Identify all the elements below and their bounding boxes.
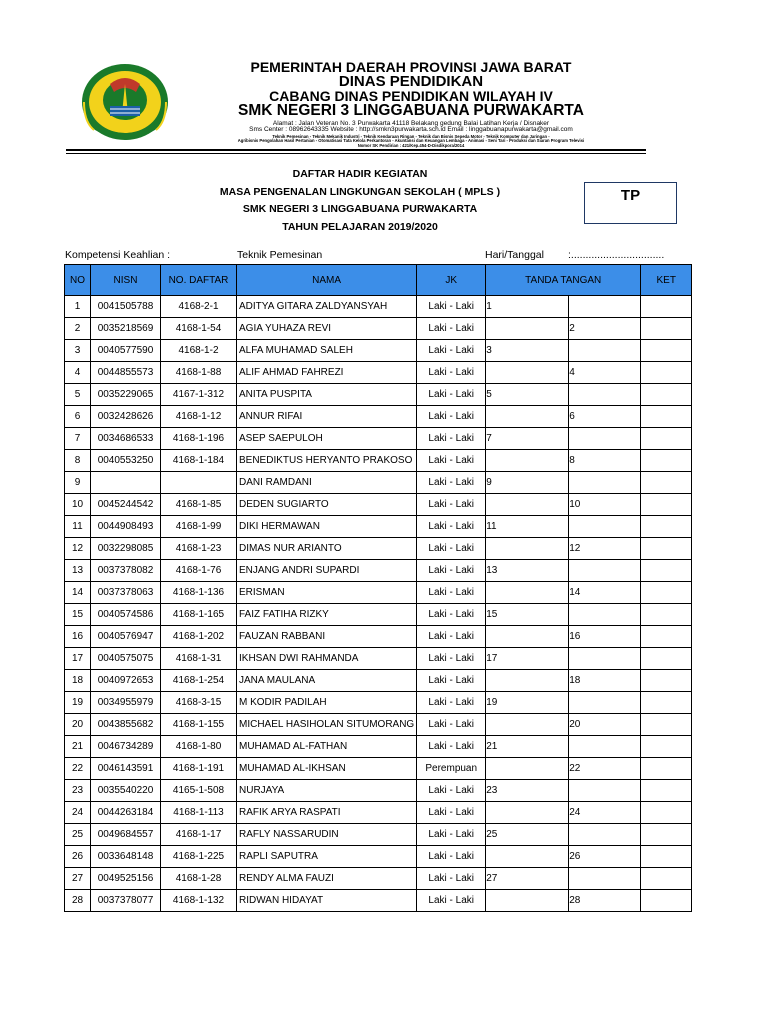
row-nama: FAUZAN RABBANI — [237, 626, 417, 648]
row-nama: DANI RAMDANI — [237, 472, 417, 494]
header-nama: NAMA — [237, 265, 417, 296]
row-no: 28 — [65, 890, 91, 912]
attendance-table — [64, 264, 692, 912]
row-no: 18 — [65, 670, 91, 692]
row-nama: JANA MAULANA — [237, 670, 417, 692]
row-nisn: 0032298085 — [91, 538, 161, 560]
row-signature-even — [569, 384, 641, 406]
row-ket — [641, 846, 692, 868]
table-row — [65, 582, 692, 604]
table-row — [65, 538, 692, 560]
row-ket — [641, 648, 692, 670]
row-jk: Laki - Laki — [417, 626, 486, 648]
row-signature-odd: 23 — [486, 780, 569, 802]
row-signature-odd — [486, 626, 569, 648]
row-signature-even: 6 — [569, 406, 641, 428]
title-line2: MASA PENGENALAN LINGKUNGAN SEKOLAH ( MPLS ) — [219, 185, 501, 198]
row-nisn: 0034686533 — [91, 428, 161, 450]
letterhead-programs-2: Agribisnis Pengolahan Hasil Pertanian - Otomatisasi Tata Kelola Perkantoran - Akuntansi dan Keuangan Lembaga - Animasi - Seni Tari - Produksi dan Siaran Program Televisi — [237, 138, 585, 144]
row-ket — [641, 318, 692, 340]
row-jk: Laki - Laki — [417, 538, 486, 560]
row-no: 2 — [65, 318, 91, 340]
row-ket — [641, 736, 692, 758]
header-jk: JK — [417, 265, 486, 296]
row-ket — [641, 428, 692, 450]
row-signature-odd: 21 — [486, 736, 569, 758]
row-jk: Laki - Laki — [417, 736, 486, 758]
row-no-daftar: 4168-1-54 — [161, 318, 237, 340]
row-signature-odd — [486, 714, 569, 736]
kompetensi-label: Kompetensi Keahlian : — [65, 249, 171, 261]
row-ket — [641, 868, 692, 890]
row-no-daftar: 4168-1-31 — [161, 648, 237, 670]
row-signature-odd: 11 — [486, 516, 569, 538]
row-signature-even — [569, 340, 641, 362]
row-no: 24 — [65, 802, 91, 824]
row-nama: RAPLI SAPUTRA — [237, 846, 417, 868]
letterhead-address: Alamat : Jalan Veteran No. 3 Purwakarta 41118 Belakang gedung Balai Latihan Kerja / Disnaker — [272, 119, 550, 127]
row-no: 4 — [65, 362, 91, 384]
row-signature-even: 26 — [569, 846, 641, 868]
letterhead — [66, 58, 646, 150]
row-nisn: 0040577590 — [91, 340, 161, 362]
row-signature-odd: 27 — [486, 868, 569, 890]
row-signature-even — [569, 824, 641, 846]
row-no-daftar: 4168-1-165 — [161, 604, 237, 626]
row-no-daftar — [161, 472, 237, 494]
row-ket — [641, 626, 692, 648]
row-no-daftar: 4168-1-88 — [161, 362, 237, 384]
row-no: 6 — [65, 406, 91, 428]
row-no-daftar: 4165-1-508 — [161, 780, 237, 802]
table-row — [65, 758, 692, 780]
row-nama: MUHAMAD AL-FATHAN — [237, 736, 417, 758]
table-header-row — [65, 265, 692, 296]
row-jk: Laki - Laki — [417, 824, 486, 846]
row-signature-odd — [486, 890, 569, 912]
row-no: 12 — [65, 538, 91, 560]
row-signature-odd: 1 — [486, 296, 569, 318]
row-nisn: 0040972653 — [91, 670, 161, 692]
row-jk: Laki - Laki — [417, 296, 486, 318]
row-ket — [641, 824, 692, 846]
row-signature-odd — [486, 846, 569, 868]
row-nisn: 0040576947 — [91, 626, 161, 648]
table-row — [65, 406, 692, 428]
row-signature-even — [569, 736, 641, 758]
table-row — [65, 428, 692, 450]
row-signature-even: 4 — [569, 362, 641, 384]
letterhead-line2: DINAS PENDIDIKAN — [338, 73, 484, 90]
row-nisn: 0044908493 — [91, 516, 161, 538]
header-ket: KET — [641, 265, 692, 296]
title-line3: SMK NEGERI 3 LINGGABUANA PURWAKARTA — [242, 203, 478, 215]
letterhead-divider — [66, 149, 646, 151]
row-nama: RAFLY NASSARUDIN — [237, 824, 417, 846]
document-title-block — [180, 166, 540, 236]
row-signature-even: 14 — [569, 582, 641, 604]
row-no-daftar: 4168-1-80 — [161, 736, 237, 758]
row-no: 21 — [65, 736, 91, 758]
row-no: 11 — [65, 516, 91, 538]
row-no: 8 — [65, 450, 91, 472]
table-row — [65, 780, 692, 802]
row-jk: Laki - Laki — [417, 516, 486, 538]
row-no: 17 — [65, 648, 91, 670]
row-signature-odd: 5 — [486, 384, 569, 406]
row-signature-even: 16 — [569, 626, 641, 648]
row-nama: M KODIR PADILAH — [237, 692, 417, 714]
row-ket — [641, 406, 692, 428]
row-nisn: 0034955979 — [91, 692, 161, 714]
row-no-daftar: 4168-1-28 — [161, 868, 237, 890]
row-jk: Laki - Laki — [417, 802, 486, 824]
row-no: 25 — [65, 824, 91, 846]
row-ket — [641, 450, 692, 472]
row-nisn: 0037378063 — [91, 582, 161, 604]
row-ket — [641, 604, 692, 626]
title-line4: TAHUN PELAJARAN 2019/2020 — [282, 220, 438, 233]
row-no: 16 — [65, 626, 91, 648]
row-signature-even: 20 — [569, 714, 641, 736]
row-nama: ERISMAN — [237, 582, 417, 604]
row-no-daftar: 4168-3-15 — [161, 692, 237, 714]
table-row — [65, 824, 692, 846]
row-signature-odd: 19 — [486, 692, 569, 714]
row-nisn: 0046734289 — [91, 736, 161, 758]
row-nisn: 0037378082 — [91, 560, 161, 582]
row-nisn: 0046143591 — [91, 758, 161, 780]
row-no-daftar: 4168-1-17 — [161, 824, 237, 846]
row-nisn: 0035540220 — [91, 780, 161, 802]
table-row — [65, 340, 692, 362]
row-nama: BENEDIKTUS HERYANTO PRAKOSO — [237, 450, 417, 472]
row-signature-even: 18 — [569, 670, 641, 692]
row-no-daftar: 4168-1-136 — [161, 582, 237, 604]
row-jk: Laki - Laki — [417, 406, 486, 428]
row-signature-odd — [486, 318, 569, 340]
row-ket — [641, 692, 692, 714]
row-jk: Laki - Laki — [417, 780, 486, 802]
row-nama: ANNUR RIFAI — [237, 406, 417, 428]
row-jk: Laki - Laki — [417, 868, 486, 890]
tp-box: TP — [584, 182, 677, 224]
tanggal-label: Hari/Tanggal — [485, 249, 544, 261]
row-no: 9 — [65, 472, 91, 494]
row-signature-even — [569, 868, 641, 890]
row-nisn: 0040553250 — [91, 450, 161, 472]
row-nama: MICHAEL HASIHOLAN SITUMORANG — [237, 714, 417, 736]
letterhead-divider-thin — [66, 153, 646, 154]
west-java-emblem-icon — [80, 62, 170, 144]
row-jk: Laki - Laki — [417, 428, 486, 450]
table-row — [65, 472, 692, 494]
row-no: 20 — [65, 714, 91, 736]
row-nisn: 0035218569 — [91, 318, 161, 340]
row-jk: Laki - Laki — [417, 890, 486, 912]
row-nisn: 0049525156 — [91, 868, 161, 890]
letterhead-decree: Nomor SK Pendirian : 421/Kep.454-D-Disdikpora/2014 — [357, 143, 465, 149]
letterhead-contact: Sms Center : 08962643335 Website : http://smkn3purwakarta.sch.id Email : linggabuanapurwakarta@gmail.com — [249, 126, 573, 133]
row-jk: Laki - Laki — [417, 384, 486, 406]
row-jk: Laki - Laki — [417, 362, 486, 384]
row-signature-even — [569, 692, 641, 714]
row-nisn: 0045244542 — [91, 494, 161, 516]
row-ket — [641, 758, 692, 780]
row-nama: NURJAYA — [237, 780, 417, 802]
row-ket — [641, 494, 692, 516]
table-row — [65, 450, 692, 472]
row-nisn: 0040575075 — [91, 648, 161, 670]
row-ket — [641, 670, 692, 692]
row-nisn: 0037378077 — [91, 890, 161, 912]
row-signature-odd: 15 — [486, 604, 569, 626]
row-nisn: 0033648148 — [91, 846, 161, 868]
row-no-daftar: 4168-1-132 — [161, 890, 237, 912]
row-nama: ALIF AHMAD FAHREZI — [237, 362, 417, 384]
row-signature-even — [569, 780, 641, 802]
row-signature-odd — [486, 406, 569, 428]
row-no-daftar: 4168-1-184 — [161, 450, 237, 472]
table-row — [65, 802, 692, 824]
row-signature-odd: 3 — [486, 340, 569, 362]
row-no-daftar: 4168-1-85 — [161, 494, 237, 516]
row-nama: DEDEN SUGIARTO — [237, 494, 417, 516]
row-nama: ALFA MUHAMAD SALEH — [237, 340, 417, 362]
row-signature-odd — [486, 582, 569, 604]
table-row — [65, 890, 692, 912]
row-nisn: 0044855573 — [91, 362, 161, 384]
table-row — [65, 494, 692, 516]
row-no: 27 — [65, 868, 91, 890]
row-signature-odd: 13 — [486, 560, 569, 582]
row-signature-odd — [486, 758, 569, 780]
row-no: 22 — [65, 758, 91, 780]
letterhead-programs-1: Teknik Pemesinan - Teknik Mekanik Industri - Teknik Kendaraan Ringan - Teknik dan Bisnis Sepeda Motor - Teknik Komputer dan Jaringan - — [272, 133, 550, 139]
row-ket — [641, 340, 692, 362]
row-signature-odd — [486, 450, 569, 472]
table-row — [65, 296, 692, 318]
row-no-daftar: 4168-2-1 — [161, 296, 237, 318]
table-row — [65, 626, 692, 648]
row-nama: FAIZ FATIHA RIZKY — [237, 604, 417, 626]
row-signature-even: 22 — [569, 758, 641, 780]
row-jk: Laki - Laki — [417, 692, 486, 714]
row-ket — [641, 538, 692, 560]
row-no: 1 — [65, 296, 91, 318]
letterhead-line1: PEMERINTAH DAERAH PROVINSI JAWA BARAT — [250, 59, 572, 75]
row-no: 10 — [65, 494, 91, 516]
row-nama: ENJANG ANDRI SUPARDI — [237, 560, 417, 582]
row-signature-odd: 7 — [486, 428, 569, 450]
row-signature-even: 24 — [569, 802, 641, 824]
row-nisn: 0043855682 — [91, 714, 161, 736]
table-row — [65, 714, 692, 736]
row-jk: Laki - Laki — [417, 494, 486, 516]
row-jk: Laki - Laki — [417, 560, 486, 582]
row-no: 3 — [65, 340, 91, 362]
row-signature-even: 2 — [569, 318, 641, 340]
tanggal-value: :................................ — [568, 249, 665, 261]
row-jk: Laki - Laki — [417, 450, 486, 472]
row-jk: Laki - Laki — [417, 604, 486, 626]
row-no: 5 — [65, 384, 91, 406]
title-line1: DAFTAR HADIR KEGIATAN — [292, 168, 428, 180]
row-no-daftar: 4168-1-2 — [161, 340, 237, 362]
row-jk: Laki - Laki — [417, 582, 486, 604]
row-signature-even: 28 — [569, 890, 641, 912]
header-nisn: NISN — [91, 265, 161, 296]
row-ket — [641, 362, 692, 384]
row-no-daftar: 4168-1-155 — [161, 714, 237, 736]
table-row — [65, 560, 692, 582]
row-signature-even: 12 — [569, 538, 641, 560]
row-ket — [641, 384, 692, 406]
letterhead-school-name: SMK NEGERI 3 LINGGABUANA PURWAKARTA — [238, 102, 584, 119]
table-row — [65, 604, 692, 626]
row-signature-odd — [486, 494, 569, 516]
table-row — [65, 846, 692, 868]
header-no-daftar: NO. DAFTAR — [161, 265, 237, 296]
row-ket — [641, 582, 692, 604]
row-nisn: 0032428626 — [91, 406, 161, 428]
row-no: 13 — [65, 560, 91, 582]
row-ket — [641, 296, 692, 318]
row-jk: Laki - Laki — [417, 648, 486, 670]
row-no: 19 — [65, 692, 91, 714]
row-signature-odd — [486, 362, 569, 384]
row-signature-odd: 25 — [486, 824, 569, 846]
row-nama: ASEP SAEPULOH — [237, 428, 417, 450]
row-no-daftar: 4168-1-202 — [161, 626, 237, 648]
row-jk: Laki - Laki — [417, 340, 486, 362]
row-signature-even: 10 — [569, 494, 641, 516]
row-no-daftar: 4168-1-225 — [161, 846, 237, 868]
row-ket — [641, 780, 692, 802]
row-ket — [641, 472, 692, 494]
row-signature-even — [569, 296, 641, 318]
row-signature-odd — [486, 670, 569, 692]
row-jk: Laki - Laki — [417, 714, 486, 736]
row-no: 15 — [65, 604, 91, 626]
table-row — [65, 318, 692, 340]
row-no-daftar: 4168-1-113 — [161, 802, 237, 824]
row-signature-even: 8 — [569, 450, 641, 472]
row-nama: RAFIK ARYA RASPATI — [237, 802, 417, 824]
row-nisn: 0049684557 — [91, 824, 161, 846]
row-jk: Perempuan — [417, 758, 486, 780]
row-no: 14 — [65, 582, 91, 604]
table-row — [65, 670, 692, 692]
row-nama: ADITYA GITARA ZALDYANSYAH — [237, 296, 417, 318]
row-signature-even — [569, 472, 641, 494]
row-no: 26 — [65, 846, 91, 868]
row-nama: AGIA YUHAZA REVI — [237, 318, 417, 340]
row-ket — [641, 802, 692, 824]
row-no: 7 — [65, 428, 91, 450]
row-signature-odd: 9 — [486, 472, 569, 494]
table-row — [65, 868, 692, 890]
row-nama: IKHSAN DWI RAHMANDA — [237, 648, 417, 670]
row-nama: DIMAS NUR ARIANTO — [237, 538, 417, 560]
row-no-daftar: 4168-1-191 — [161, 758, 237, 780]
row-nisn: 0044263184 — [91, 802, 161, 824]
row-no-daftar: 4168-1-99 — [161, 516, 237, 538]
table-row — [65, 648, 692, 670]
row-signature-even — [569, 604, 641, 626]
row-ket — [641, 516, 692, 538]
header-no: NO — [65, 265, 91, 296]
row-nama: RENDY ALMA FAUZI — [237, 868, 417, 890]
letterhead-line3: CABANG DINAS PENDIDIKAN WILAYAH IV — [269, 88, 553, 104]
row-nisn: 0041505788 — [91, 296, 161, 318]
table-row — [65, 692, 692, 714]
row-signature-even — [569, 516, 641, 538]
row-signature-even — [569, 560, 641, 582]
row-signature-odd: 17 — [486, 648, 569, 670]
row-no-daftar: 4168-1-12 — [161, 406, 237, 428]
row-jk: Laki - Laki — [417, 318, 486, 340]
row-no-daftar: 4168-1-196 — [161, 428, 237, 450]
row-no-daftar: 4168-1-23 — [161, 538, 237, 560]
table-row — [65, 362, 692, 384]
row-nama: MUHAMAD AL-IKHSAN — [237, 758, 417, 780]
row-nama: RIDWAN HIDAYAT — [237, 890, 417, 912]
row-signature-even — [569, 428, 641, 450]
row-ket — [641, 560, 692, 582]
row-no-daftar: 4167-1-312 — [161, 384, 237, 406]
row-no-daftar: 4168-1-76 — [161, 560, 237, 582]
header-tanda-tangan: TANDA TANGAN — [486, 265, 641, 296]
row-ket — [641, 890, 692, 912]
row-no: 23 — [65, 780, 91, 802]
row-jk: Laki - Laki — [417, 472, 486, 494]
row-jk: Laki - Laki — [417, 846, 486, 868]
row-nama: ANITA PUSPITA — [237, 384, 417, 406]
row-no-daftar: 4168-1-254 — [161, 670, 237, 692]
row-nama: DIKI HERMAWAN — [237, 516, 417, 538]
row-signature-even — [569, 648, 641, 670]
table-row — [65, 736, 692, 758]
kompetensi-value: Teknik Pemesinan — [237, 249, 323, 261]
row-nisn: 0040574586 — [91, 604, 161, 626]
row-nisn — [91, 472, 161, 494]
row-jk: Laki - Laki — [417, 670, 486, 692]
table-row — [65, 384, 692, 406]
row-signature-odd — [486, 538, 569, 560]
row-ket — [641, 714, 692, 736]
table-row — [65, 516, 692, 538]
row-nisn: 0035229065 — [91, 384, 161, 406]
row-signature-odd — [486, 802, 569, 824]
